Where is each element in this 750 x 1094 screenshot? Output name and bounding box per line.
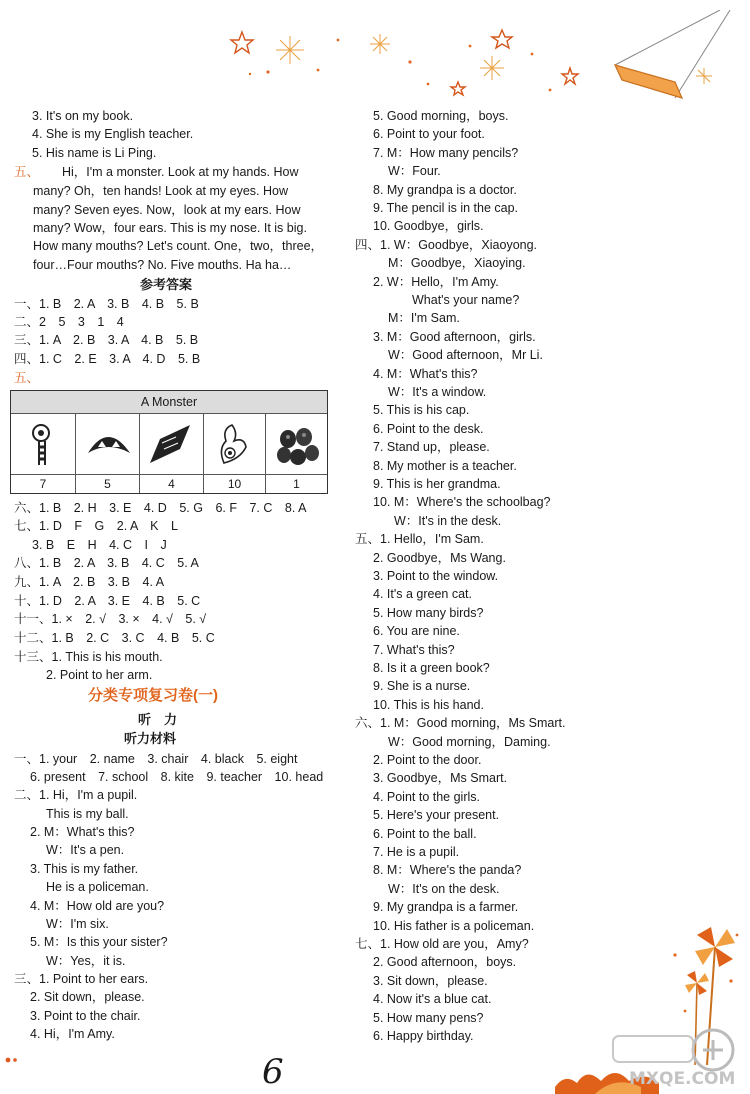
hand-icon [204,419,266,469]
header-decoration [220,10,740,110]
right-line: 2. W：Hello，I'm Amy. [373,275,499,289]
left-line: many? Oh，ten hands! Look at my eyes. How [33,184,288,198]
answer-line: 七、1. D F G 2. A K L [14,519,178,533]
material-title: 听力材料 [124,731,177,746]
right-line: 5. This is his cap. [373,403,470,417]
right-line: 9. My grandpa is a farmer. [373,900,519,914]
right-line: 4. Now it's a blue cat. [373,992,492,1006]
section-marker: 五、 [14,165,40,179]
monster-cell [11,413,75,493]
material-line: 4. Hi，I'm Amy. [30,1027,115,1041]
material-line: 5. M：Is this your sister? [30,935,168,949]
material-line: 4. M：How old are you? [30,899,165,913]
right-line: 5. How many birds? [373,606,484,620]
right-line: 9. The pencil is in the cap. [373,201,518,215]
answer-line: 六、1. B 2. H 3. E 4. D 5. G 6. F 7. C 8. A [14,501,307,515]
answer-line: 二、2 5 3 1 4 [14,315,124,329]
right-line: 2. Point to the door. [373,753,482,767]
right-line: 8. Is it a green book? [373,661,490,675]
right-line: 6. You are nine. [373,624,460,638]
section-title: 分类专项复习卷(一) [88,687,218,704]
material-line: 2. Sit down，please. [30,990,145,1004]
material-line: He is a policeman. [46,880,149,894]
left-line: 5. His name is Li Ping. [32,146,157,160]
right-line: 7. What's this? [373,643,455,657]
answer-line: 五、 [14,371,40,385]
answer-line: 九、1. A 2. B 3. B 4. A [14,575,165,589]
material-line: W：It's a pen. [46,843,125,857]
right-line: 3. Goodbye，Ms Smart. [373,771,508,785]
right-line: W：Good morning，Daming. [388,735,551,749]
section-first-line: 五、1. Hello，I'm Sam. [355,532,484,546]
material-line: 6. present 7. school 8. kite 9. teacher 10. head [30,770,324,784]
left-line: many? Wow，four ears. This is my nose. It is big. [33,221,307,235]
right-line: 7. M：How many pencils? [373,146,519,160]
right-line: 10. His father is a policeman. [373,919,535,933]
material-line: 三、1. Point to her ears. [14,972,149,986]
right-line: W：It's a window. [388,385,487,399]
right-line: 2. Goodbye，Ms Wang. [373,551,506,565]
answer-line: 3. B E H 4. C I J [32,538,167,552]
right-line: 6. Point to the ball. [373,827,477,841]
left-line: 4. She is my English teacher. [32,127,194,141]
right-line: 5. Here's your present. [373,808,500,822]
left-line: Hi，I'm a monster. Look at my hands. How [62,165,299,179]
left-line: How many mouths? Let's count. One，two，three， [33,239,324,253]
material-line: W：I'm six. [46,917,109,931]
monster-cell [75,413,139,493]
right-line: 3. M：Good afternoon，girls. [373,330,536,344]
right-line: 9. She is a nurse. [373,679,471,693]
material-line: 2. M：What's this? [30,825,135,839]
monster-cell [203,413,265,493]
monster-count: 5 [76,474,139,493]
right-line: 8. My mother is a teacher. [373,459,517,473]
material-line: 二、1. Hi，I'm a pupil. [14,788,138,802]
answer-line: 八、1. B 2. A 3. B 4. C 5. A [14,556,199,570]
watermark-logo [607,1020,742,1090]
monster-count: 1 [266,474,327,493]
right-line: What's your name? [412,293,520,307]
right-line: 2. Good afternoon，boys. [373,955,517,969]
right-line: 3. Point to the window. [373,569,499,583]
right-line: 4. Point to the girls. [373,790,481,804]
monster-count: 10 [204,474,265,493]
right-line: 8. M：Where's the panda? [373,863,522,877]
section-first-line: 四、1. W：Goodbye，Xiaoyong. [355,238,538,252]
left-line: many? Seven eyes. Now，look at my ears. How [33,203,301,217]
right-line: 10. This is his hand. [373,698,484,712]
right-line: 6. Happy birthday. [373,1029,474,1043]
monster-count: 4 [140,474,203,493]
monster-cell [139,413,203,493]
right-line: 4. M：What's this? [373,367,478,381]
watermark-text: MXQE.COM [629,1069,736,1089]
right-line: 7. He is a pupil. [373,845,460,859]
right-line: W：Four. [388,164,441,178]
eye-on-stick-icon [11,419,75,469]
right-line: 9. This is her grandma. [373,477,501,491]
material-line: 3. Point to the chair. [30,1009,141,1023]
right-line: 5. How many pens? [373,1011,484,1025]
material-line: W：Yes，it is. [46,954,126,968]
right-line: M：I'm Sam. [388,311,460,325]
right-line: 6. Point to the desk. [373,422,484,436]
answer-line: 一、1. B 2. A 3. B 4. B 5. B [14,297,199,311]
section-first-line: 七、1. How old are you，Amy? [355,937,529,951]
nose-icon [140,419,204,469]
right-line: 5. Good morning，boys. [373,109,509,123]
left-line: four…Four mouths? No. Five mouths. Ha ha… [33,258,292,272]
answer-line: 四、1. C 2. E 3. A 4. D 5. B [14,352,201,366]
page-number: 6 [262,1052,284,1092]
right-line: 3. Sit down，please. [373,974,488,988]
right-line: M：Goodbye，Xiaoying. [388,256,526,270]
right-line: W：Good afternoon，Mr Li. [388,348,543,362]
right-line: W：It's on the desk. [388,882,500,896]
right-line: 6. Point to your foot. [373,127,485,141]
answer-line: 十一、1. × 2. √ 3. × 4. √ 5. √ [14,612,207,626]
corner-dots-decoration [4,1054,24,1066]
material-line: This is my ball. [46,807,129,821]
material-line: 3. This is my father. [30,862,139,876]
right-line: W：It's in the desk. [394,514,502,528]
answer-title: 参考答案 [140,277,193,292]
right-line: 8. My grandpa is a doctor. [373,183,517,197]
monster-table-title: A Monster [11,391,327,414]
left-line: 3. It's on my book. [32,109,134,123]
right-line: 10. Goodbye，girls. [373,219,484,233]
mouth-icon [76,419,140,469]
listen-title: 听 力 [138,712,178,727]
monster-count: 7 [11,474,75,493]
monster-table [10,390,328,494]
right-line: 10. M：Where's the schoolbag? [373,495,551,509]
monster-cell [265,413,327,493]
answer-line: 三、1. A 2. B 3. A 4. B 5. B [14,333,199,347]
material-line: 一、1. your 2. name 3. chair 4. black 5. eight [14,752,298,766]
eyes-icon [266,419,328,469]
answer-line: 十三、1. This is his mouth. [14,650,163,664]
answer-line: 十、1. D 2. A 3. E 4. B 5. C [14,594,201,608]
section-first-line: 六、1. M：Good morning，Ms Smart. [355,716,566,730]
answer-line: 2. Point to her arm. [46,668,153,682]
answer-line: 十二、1. B 2. C 3. C 4. B 5. C [14,631,215,645]
right-line: 4. It's a green cat. [373,587,472,601]
right-line: 7. Stand up，please. [373,440,490,454]
